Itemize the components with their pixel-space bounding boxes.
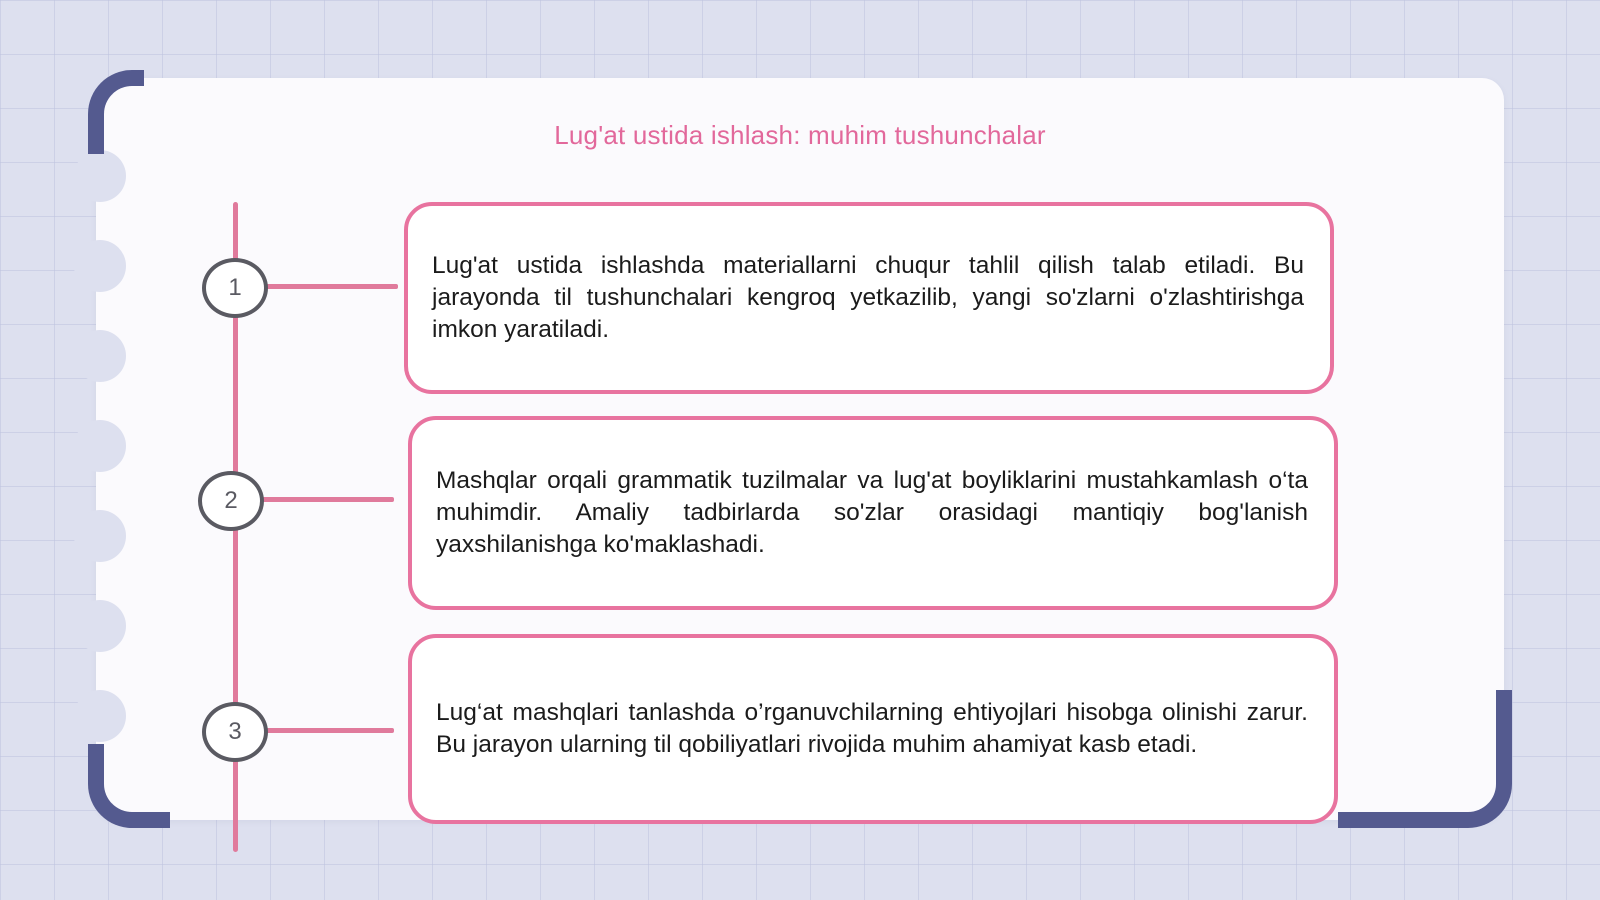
step-number-badge [202, 258, 268, 318]
step-number: 1 [228, 274, 242, 301]
frame-corner-bottom-left [88, 744, 170, 828]
step-number-badge [198, 471, 264, 531]
timeline-connector [262, 284, 398, 289]
paper-edge-bump [74, 690, 126, 742]
paper-edge-bump [74, 420, 126, 472]
paper-edge-bump [74, 150, 126, 202]
frame-corner-top-left [88, 70, 144, 154]
frame-corner-bottom-right [1338, 690, 1512, 828]
card-text: Lug‘at mashqlari tanlashda o’rganuvchilarning ehtiyojlari hisobga olinishi zarur. Bu jarayon ularning til qobiliyatlari rivojida muhim ahamiyat kasb etadi. [436, 699, 1308, 758]
paper-edge-bump [74, 510, 126, 562]
paper-edge-bump [74, 600, 126, 652]
paper-edge-bump [74, 240, 126, 292]
timeline-connector [262, 728, 394, 733]
timeline-card [408, 416, 1338, 610]
step-number: 3 [228, 718, 242, 745]
card-text: Lug'at ustida ishlashda materiallarni chuqur tahlil qilish talab etiladi. Bu jarayonda til tushunchalari kengroq yetkazilib, yangi so'zlarni o'zlashtirishga imkon yaratiladi. [432, 252, 1304, 343]
paper-edge-bump [74, 330, 126, 382]
timeline-card [408, 634, 1338, 824]
step-number: 2 [224, 487, 238, 514]
card-text: Mashqlar orqali grammatik tuzilmalar va lug'at boyliklarini mustahkamlash o‘ta muhimdir. Amaliy tadbirlarda so'zlar orasidagi mantiqiy bog'lanish yaxshilanishga ko'maklashadi. [436, 467, 1308, 558]
step-number-badge [202, 702, 268, 762]
timeline-card [404, 202, 1334, 394]
timeline-connector [262, 497, 394, 502]
slide-title: Lug'at ustida ishlash: muhim tushunchalar [554, 120, 1046, 150]
